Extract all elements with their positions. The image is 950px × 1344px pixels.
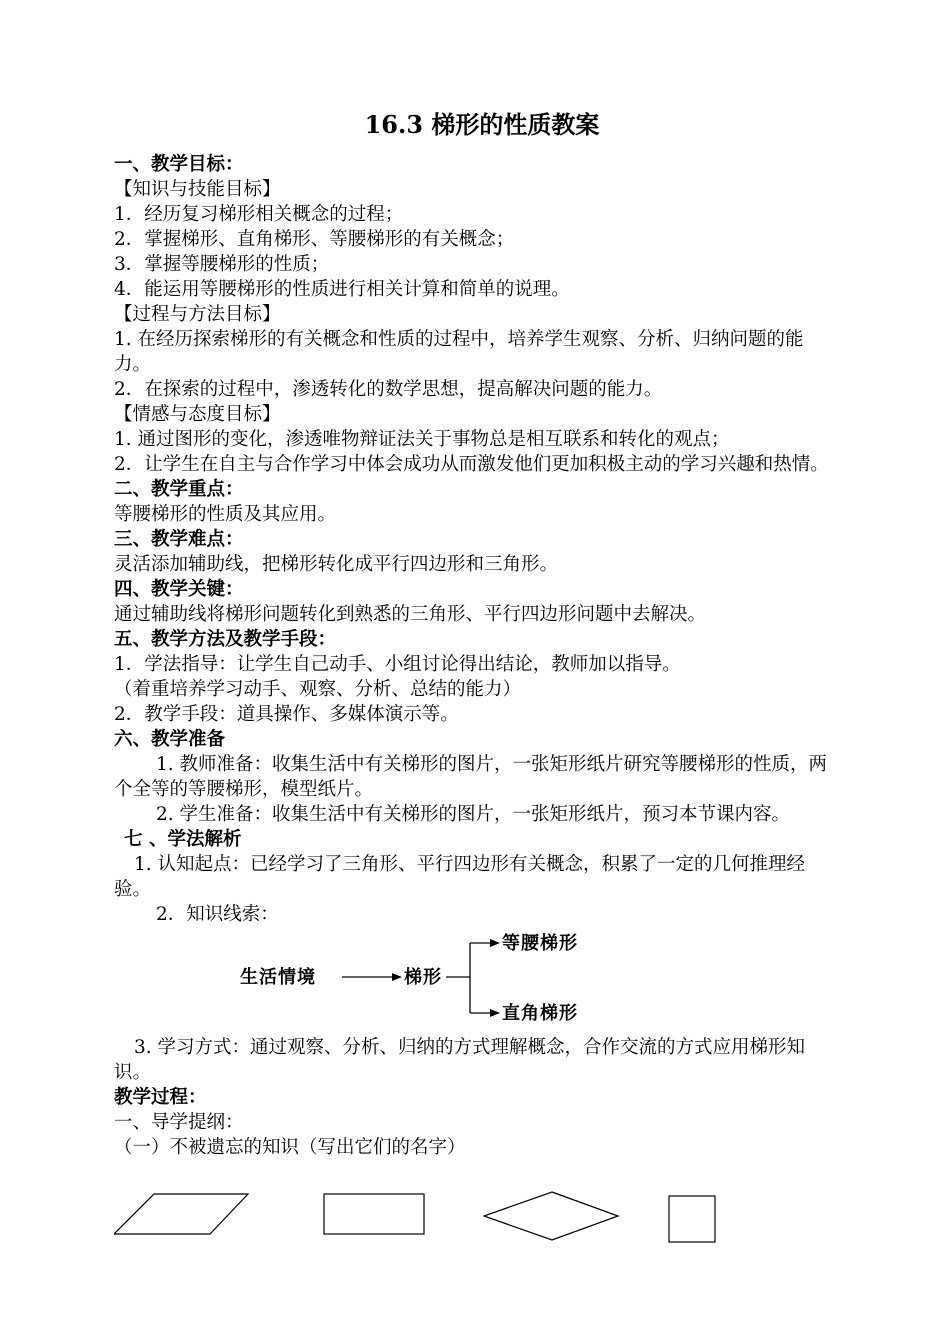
paragraph: （着重培养学习动手、观察、分析、总结的能力） — [114, 679, 522, 700]
rectangle-icon — [324, 1194, 424, 1234]
paragraph-text: 3. 学习方式：通过观察、分析、归纳的方式理解概念，合作交流的方式应用梯形知识。 — [114, 1037, 806, 1083]
paragraph: 2．在探索的过程中，渗透转化的数学思想，提高解决问题的能力。 — [114, 379, 663, 400]
paragraph: 1. 在经历探索梯形的有关概念和性质的过程中，培养学生观察、分析、归纳问题的能力。 — [114, 329, 804, 375]
flow-arrows — [114, 929, 838, 1031]
section-heading: 四、教学关键： — [114, 579, 244, 600]
section-heading: 二、教学重点： — [114, 479, 244, 500]
paragraph: 1．经历复习梯形相关概念的过程； — [114, 204, 404, 225]
paragraph-text: 1. 认知起点：已经学习了三角形、平行四边形有关概念，积累了一定的几何推理经验。 — [114, 854, 806, 900]
paragraph-text: 1. 教师准备：收集生活中有关梯形的图片，一张矩形纸片研究等腰梯形的性质，两个全等的等腰梯形，模型纸片。 — [114, 754, 828, 800]
paragraph: 2．让学生在自主与合作学习中体会成功从而激发他们更加积极主动的学习兴趣和热情。 — [114, 454, 829, 475]
paragraph: 灵活添加辅助线，把梯形转化成平行四边形和三角形。 — [114, 554, 559, 575]
section-heading: 一、教学目标： — [114, 154, 244, 175]
paragraph: 一、导学提纲： — [114, 1112, 244, 1133]
paragraph: 2．知识线索： — [156, 904, 279, 925]
paragraph: 2．掌握梯形、直角梯形、等腰梯形的有关概念； — [114, 229, 515, 250]
paragraph: 1．学法指导：让学生自己动手、小组讨论得出结论，教师加以指导。 — [114, 654, 681, 675]
paragraph: 1. 通过图形的变化，渗透唯物辩证法关于事物总是相互联系和转化的观点； — [114, 429, 730, 450]
paragraph: （一）不被遗忘的知识（写出它们的名字） — [114, 1137, 466, 1158]
paragraph-text: 2. 学生准备：收集生活中有关梯形的图片，一张矩形纸片，预习本节课内容。 — [156, 804, 791, 825]
paragraph: 3．掌握等腰梯形的性质； — [114, 254, 330, 275]
subheading: 【情感与态度目标】 — [114, 404, 281, 425]
paragraph — [114, 802, 838, 827]
knowledge-flow-diagram — [114, 929, 838, 1031]
shape-figures — [114, 1186, 838, 1266]
subheading: 【过程与方法目标】 — [114, 304, 281, 325]
section-heading: 七 、学法解析 — [124, 829, 242, 850]
paragraph: 通过辅助线将梯形问题转化到熟悉的三角形、平行四边形问题中去解决。 — [114, 604, 707, 625]
page-title: 16.3 梯形的性质教案 — [364, 110, 600, 139]
paragraph: 等腰梯形的性质及其应用。 — [114, 504, 337, 525]
arrow-head-icon — [490, 939, 500, 947]
section-heading: 三、教学难点： — [114, 529, 244, 550]
flow-middle-label: 梯形 — [404, 967, 442, 988]
section-heading: 教学过程： — [114, 1087, 207, 1108]
paragraph: 2．教学手段：道具操作、多媒体演示等。 — [114, 704, 459, 725]
square-icon — [669, 1196, 715, 1242]
paragraph — [114, 752, 838, 802]
parallelogram-icon — [114, 1194, 248, 1234]
flow-top-label: 等腰梯形 — [502, 933, 578, 954]
flow-start-label: 生活情境 — [240, 967, 316, 988]
paragraph: 4．能运用等腰梯形的性质进行相关计算和简单的说理。 — [114, 279, 570, 300]
flow-bottom-label: 直角梯形 — [502, 1003, 578, 1024]
rhombus-icon — [484, 1192, 618, 1240]
arrow-head-icon — [392, 973, 402, 981]
arrow-head-icon — [490, 1009, 500, 1017]
document-page — [114, 108, 838, 1266]
section-heading: 六、教学准备 — [114, 729, 226, 750]
section-heading: 五、教学方法及教学手段： — [114, 629, 337, 650]
paragraph — [114, 1035, 838, 1085]
subheading: 【知识与技能目标】 — [114, 179, 281, 200]
paragraph — [114, 852, 838, 902]
